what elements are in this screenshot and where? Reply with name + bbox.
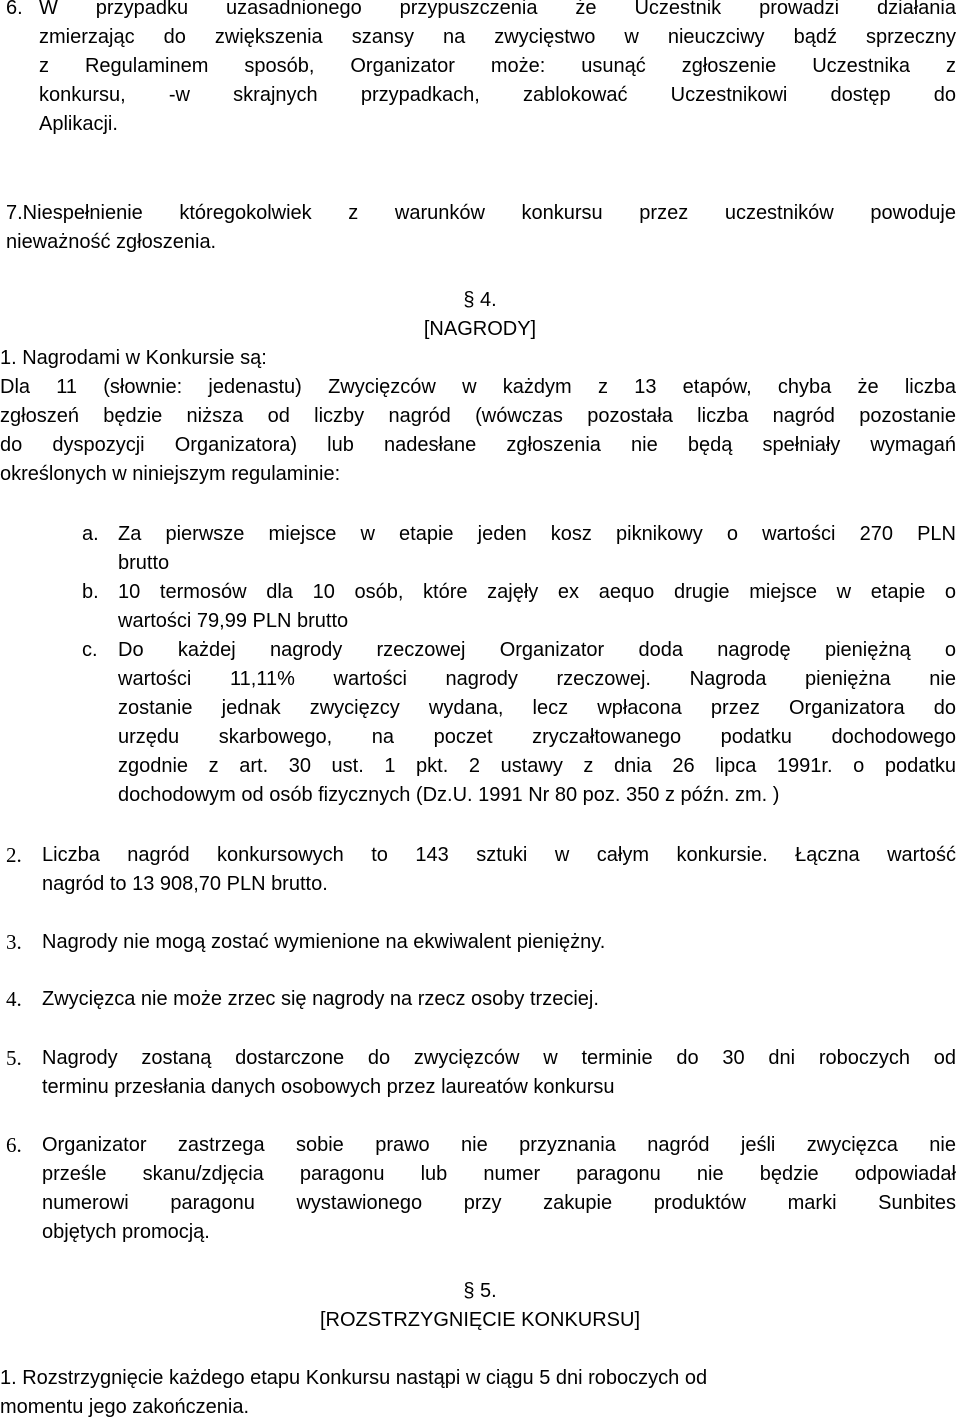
text-line: określonych w niniejszym regulaminie: — [0, 463, 341, 485]
text-line: wartości 11,11% wartości nagrody rzeczowej. Nagroda pieniężna nie — [118, 668, 956, 690]
text-line: zostanie jednak zwycięzcy wydana, lecz wpłacona przez Organizatora do — [118, 697, 956, 719]
text-line: nieważność zgłoszenia. — [6, 231, 217, 253]
paragraph-item-5 — [42, 1044, 956, 1102]
paragraph-item-2 — [42, 841, 956, 899]
text-line: nagród to 13 908,70 PLN brutto. — [42, 873, 328, 895]
list-letter: c. — [82, 639, 98, 661]
list-letter: b. — [82, 581, 99, 603]
text-line: 7.Niespełnienie któregokolwiek z warunków konkursu przez uczestników powoduje — [6, 202, 956, 224]
text-line: 1. Rozstrzygnięcie każdego etapu Konkursu nastąpi w ciągu 5 dni roboczych od — [0, 1367, 708, 1389]
section-number: § 5. — [463, 1280, 497, 1302]
text-line: Organizator zastrzega sobie prawo nie przyznania nagród jeśli zwycięzca nie — [42, 1134, 956, 1156]
text-line: prześle skanu/zdjęcia paragonu lub numer paragonu nie będzie odpowiadał — [42, 1163, 956, 1185]
list-item-b — [118, 578, 956, 636]
text-line: W przypadku uzasadnionego przypuszczenia że Uczestnik prowadzi działania — [39, 0, 956, 19]
text-line: dochodowym od osób fizycznych (Dz.U. 1991 Nr 80 poz. 350 z późn. zm. ) — [118, 784, 780, 806]
text-line: 10 termosów dla 10 osób, które zajęły ex aequo drugie miejsce w etapie o — [118, 581, 956, 603]
item-heading: 1. Nagrodami w Konkursie są: — [0, 347, 267, 369]
paragraph-prizes-intro — [0, 373, 956, 489]
text-line: do dyspozycji Organizatora) lub nadesłane zgłoszenia nie będą spełniały wymagań — [0, 434, 956, 456]
item-number: 4. — [6, 987, 22, 1011]
text-line: momentu jego zakończenia. — [0, 1396, 250, 1418]
text-line: wartości 79,99 PLN brutto — [118, 610, 349, 632]
item-number: 6. — [6, 1133, 22, 1157]
text-line: Nagrody nie mogą zostać wymienione na ekwiwalent pieniężny. — [42, 931, 606, 953]
text-line: Dla 11 (słownie: jedenastu) Zwycięzców w każdym z 13 etapów, chyba że liczba — [0, 376, 956, 398]
section-number: § 4. — [463, 289, 497, 311]
text-line: urzędu skarbowego, na poczet zryczałtowanego podatku dochodowego — [118, 726, 956, 748]
paragraph-s5-item-1 — [0, 1364, 956, 1422]
text-line: objętych promocją. — [42, 1221, 210, 1243]
text-line: Aplikacji. — [39, 113, 118, 135]
list-item-c — [118, 636, 956, 810]
paragraph-item-7 — [6, 199, 956, 257]
section-title: [NAGRODY] — [423, 318, 537, 340]
paragraph-item-6 — [42, 1131, 956, 1247]
text-line: Zwycięzca nie może zrzec się nagrody na rzecz osoby trzeciej. — [42, 988, 599, 1010]
item-number: 3. — [6, 930, 22, 954]
text-line: zmierzając do zwiększenia szansy na zwycięstwo w nieuczciwy bądź sprzeczny — [39, 26, 956, 48]
text-line: terminu przesłania danych osobowych przez laureatów konkursu — [42, 1076, 615, 1098]
paragraph-item-4 — [42, 985, 956, 1014]
text-line: brutto — [118, 552, 170, 574]
item-number: 6. — [6, 0, 23, 19]
list-item-a — [118, 520, 956, 578]
text-line: zgłoszeń będzie niższa od liczby nagród (wówczas pozostała liczba nagród pozostanie — [0, 405, 956, 427]
text-line: Liczba nagród konkursowych to 143 sztuki w całym konkursie. Łączna wartość — [42, 844, 956, 866]
paragraph-item-6-top — [39, 0, 956, 139]
text-line: konkursu, -w skrajnych przypadkach, zablokować Uczestnikowi dostęp do — [39, 84, 956, 106]
list-letter: a. — [82, 523, 99, 545]
item-number: 2. — [6, 843, 22, 867]
text-line: Nagrody zostaną dostarczone do zwycięzców w terminie do 30 dni roboczych od — [42, 1047, 956, 1069]
text-line: numerowi paragonu wystawionego przy zakupie produktów marki Sunbites — [42, 1192, 956, 1214]
text-line: Za pierwsze miejsce w etapie jeden kosz piknikowy o wartości 270 PLN — [118, 523, 956, 545]
text-line: z Regulaminem sposób, Organizator może: usunąć zgłoszenie Uczestnika z — [39, 55, 956, 77]
text-line: Do każdej nagrody rzeczowej Organizator doda nagrodę pieniężną o — [118, 639, 956, 661]
paragraph-item-3 — [42, 928, 956, 957]
text-line: zgodnie z art. 30 ust. 1 pkt. 2 ustawy z dnia 26 lipca 1991r. o podatku — [118, 755, 956, 777]
section-title: [ROZSTRZYGNIĘCIE KONKURSU] — [319, 1309, 641, 1331]
item-number: 5. — [6, 1046, 22, 1070]
